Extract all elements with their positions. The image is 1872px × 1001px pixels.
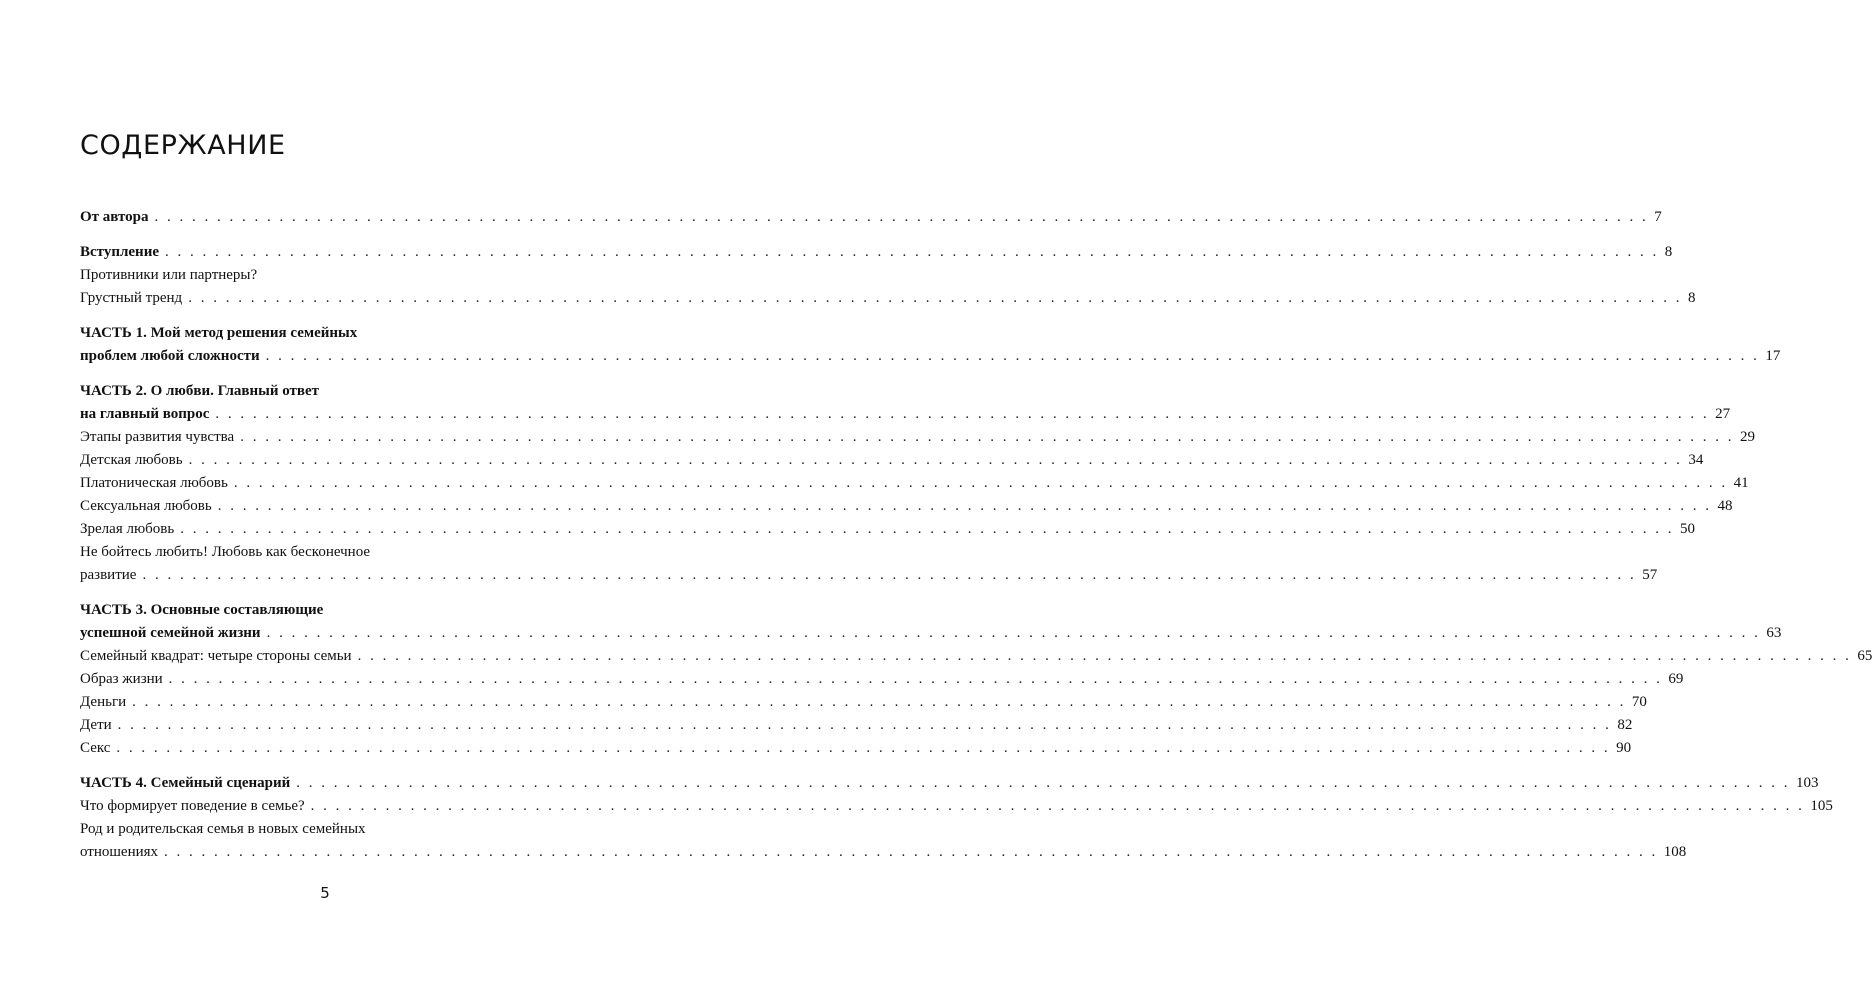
toc-entry <box>80 287 1696 310</box>
toc-entry-title: Противники или партнеры? <box>80 267 258 283</box>
toc-entry <box>80 380 1731 426</box>
toc-entry-line <box>80 645 1872 668</box>
toc-entry-title: ЧАСТЬ 2. О любви. Главный ответ <box>80 383 320 399</box>
toc-entry <box>80 599 1782 645</box>
toc-entry-title: Что формирует поведение в семье? <box>80 798 305 814</box>
dot-leader: . . . . . . . . . . . . . . . . . . . . . . . . . . . . . . . . . . . . . . . . . . . . . . . . . . . . . . . . . . . . . . . . . . . . . . . . . . . . . . . . . . . . . . . . . . . . . . . . . . . . . . . . . . . . . . . . . . . . . . . . <box>165 244 1659 260</box>
toc-entry-line <box>80 714 1633 737</box>
toc-entry <box>80 737 1632 760</box>
dot-leader: . . . . . . . . . . . . . . . . . . . . . . . . . . . . . . . . . . . . . . . . . . . . . . . . . . . . . . . . . . . . . . . . . . . . . . . . . . . . . . . . . . . . . . . . . . . . . . . . . . . . . . . . . . . . . . . . . . . . . . . . <box>215 406 1710 422</box>
toc-entry <box>80 645 1872 668</box>
toc-entry-line <box>80 287 1696 310</box>
toc-entry-title: Секс <box>80 740 111 756</box>
toc-entry-title: успешной семейной жизни <box>80 625 261 641</box>
toc-entry <box>80 264 513 287</box>
toc-entry <box>80 668 1684 691</box>
toc-entry-line <box>80 599 513 622</box>
toc-entry-title: развитие <box>80 567 137 583</box>
toc-entry-title: Не бойтесь любить! Любовь как бесконечное <box>80 544 371 560</box>
toc-entry-line <box>80 426 1755 449</box>
toc-page-number: 82 <box>1617 717 1633 733</box>
toc-entry-line <box>80 795 1833 818</box>
toc-page-number: 17 <box>1765 348 1781 364</box>
toc-entry-line <box>80 449 1704 472</box>
toc-entry-title: Сексуальная любовь <box>80 498 212 514</box>
toc-entry-line <box>80 241 1673 264</box>
toc-entry-title: проблем любой сложности <box>80 348 260 364</box>
toc-entry-title: на главный вопрос <box>80 406 210 422</box>
dot-leader: . . . . . . . . . . . . . . . . . . . . . . . . . . . . . . . . . . . . . . . . . . . . . . . . . . . . . . . . . . . . . . . . . . . . . . . . . . . . . . . . . . . . . . . . . . . . . . . . . . . . . . . . . . . . . . . . . . . . . . . . <box>188 290 1682 306</box>
dot-leader: . . . . . . . . . . . . . . . . . . . . . . . . . . . . . . . . . . . . . . . . . . . . . . . . . . . . . . . . . . . . . . . . . . . . . . . . . . . . . . . . . . . . . . . . . . . . . . . . . . . . . . . . . . . . . . . . . . . . . . . . <box>132 694 1626 710</box>
toc-page-number: 50 <box>1679 521 1695 537</box>
toc-entry-line <box>80 541 513 564</box>
toc-entry <box>80 322 1781 368</box>
toc-page-number: 29 <box>1739 429 1755 445</box>
toc-entry-line <box>80 518 1695 541</box>
toc-entry-line <box>80 322 513 345</box>
toc-entry-line <box>80 841 1687 864</box>
toc-page-number: 108 <box>1663 844 1687 860</box>
dot-leader: . . . . . . . . . . . . . . . . . . . . . . . . . . . . . . . . . . . . . . . . . . . . . . . . . . . . . . . . . . . . . . . . . . . . . . . . . . . . . . . . . . . . . . . . . . . . . . . . . . . . . . . . . . . . . . . . . . . . . . . . <box>116 740 1611 756</box>
toc-entry-title: Платоническая любовь <box>80 475 228 491</box>
toc-entry <box>80 472 1749 495</box>
toc-entry-line <box>80 668 1684 691</box>
toc-entry-title: отношениях <box>80 844 159 860</box>
toc-page-number: 65 <box>1857 648 1872 664</box>
toc-entry-title: Род и родительская семья в новых семейных <box>80 821 366 837</box>
toc-entry <box>80 772 1819 795</box>
dot-leader: . . . . . . . . . . . . . . . . . . . . . . . . . . . . . . . . . . . . . . . . . . . . . . . . . . . . . . . . . . . . . . . . . . . . . . . . . . . . . . . . . . . . . . . . . . . . . . . . . . . . . . . . . . . . . . . . . . . . . . . . <box>357 648 1852 664</box>
toc-entry <box>80 495 1733 518</box>
dot-leader: . . . . . . . . . . . . . . . . . . . . . . . . . . . . . . . . . . . . . . . . . . . . . . . . . . . . . . . . . . . . . . . . . . . . . . . . . . . . . . . . . . . . . . . . . . . . . . . . . . . . . . . . . . . . . . . . . . . . . . . . <box>266 625 1761 641</box>
toc-entry <box>80 241 1673 264</box>
page-title: СОДЕРЖАНИЕ <box>80 130 286 161</box>
dot-leader: . . . . . . . . . . . . . . . . . . . . . . . . . . . . . . . . . . . . . . . . . . . . . . . . . . . . . . . . . . . . . . . . . . . . . . . . . . . . . . . . . . . . . . . . . . . . . . . . . . . . . . . . . . . . . . . . . . . . . . . . <box>265 348 1760 364</box>
toc-page-number: 103 <box>1796 775 1819 791</box>
toc-entry-line <box>80 495 1733 518</box>
toc-entry-line <box>80 403 1731 426</box>
toc-page-number: 105 <box>1810 798 1833 814</box>
toc-entry-title: Зрелая любовь <box>80 521 175 537</box>
toc-entry-title: Семейный квадрат: четыре стороны семьи <box>80 648 352 664</box>
toc-entry-title: Образ жизни <box>80 671 163 687</box>
toc-entry-line <box>80 206 1662 229</box>
toc-page-number: 70 <box>1631 694 1647 710</box>
toc-entry-title: Деньги <box>80 694 127 710</box>
dot-leader: . . . . . . . . . . . . . . . . . . . . . . . . . . . . . . . . . . . . . . . . . . . . . . . . . . . . . . . . . . . . . . . . . . . . . . . . . . . . . . . . . . . . . . . . . . . . . . . . . . . . . . . . . . . . . . . . . . . . . . . . <box>117 717 1612 733</box>
toc-page-number: 27 <box>1715 406 1731 422</box>
toc-entry <box>80 795 1833 818</box>
toc-page-number: 57 <box>1642 567 1658 583</box>
toc-entry-title: Дети <box>80 717 112 733</box>
toc-entry <box>80 541 1658 587</box>
toc-entry-title: Грустный тренд <box>80 290 183 306</box>
toc-entry-line <box>80 772 1819 795</box>
page-number: 5 <box>320 884 330 902</box>
toc-entry <box>80 449 1704 472</box>
toc-page-number: 34 <box>1688 452 1704 468</box>
toc-entry-title: От автора <box>80 209 149 225</box>
dot-leader: . . . . . . . . . . . . . . . . . . . . . . . . . . . . . . . . . . . . . . . . . . . . . . . . . . . . . . . . . . . . . . . . . . . . . . . . . . . . . . . . . . . . . . . . . . . . . . . . . . . . . . . . . . . . . . . . . . . . . . . . <box>296 775 1791 791</box>
toc-page-number: 8 <box>1664 244 1673 260</box>
dot-leader: . . . . . . . . . . . . . . . . . . . . . . . . . . . . . . . . . . . . . . . . . . . . . . . . . . . . . . . . . . . . . . . . . . . . . . . . . . . . . . . . . . . . . . . . . . . . . . . . . . . . . . . . . . . . . . . . . . . . . . . . <box>310 798 1805 814</box>
toc-entry-title: ЧАСТЬ 4. Семейный сценарий <box>80 775 291 791</box>
toc-entry-title: Вступление <box>80 244 159 260</box>
toc-entry-line <box>80 564 1658 587</box>
toc-entry-line <box>80 691 1647 714</box>
toc-entry-title: ЧАСТЬ 3. Основные составляющие <box>80 602 324 618</box>
toc-entry <box>80 691 1647 714</box>
toc-page-number: 8 <box>1687 290 1696 306</box>
toc-entry <box>80 206 1662 229</box>
dot-leader: . . . . . . . . . . . . . . . . . . . . . . . . . . . . . . . . . . . . . . . . . . . . . . . . . . . . . . . . . . . . . . . . . . . . . . . . . . . . . . . . . . . . . . . . . . . . . . . . . . . . . . . . . . . . . . . . . . . . . . . . <box>188 452 1683 468</box>
toc-entry <box>80 518 1695 541</box>
dot-leader: . . . . . . . . . . . . . . . . . . . . . . . . . . . . . . . . . . . . . . . . . . . . . . . . . . . . . . . . . . . . . . . . . . . . . . . . . . . . . . . . . . . . . . . . . . . . . . . . . . . . . . . . . . . . . . . . . . . . . . . . <box>233 475 1728 491</box>
toc-entry-line <box>80 345 1781 368</box>
dot-leader: . . . . . . . . . . . . . . . . . . . . . . . . . . . . . . . . . . . . . . . . . . . . . . . . . . . . . . . . . . . . . . . . . . . . . . . . . . . . . . . . . . . . . . . . . . . . . . . . . . . . . . . . . . . . . . . . . . . . . . . . <box>164 844 1658 860</box>
toc-entry-line <box>80 264 513 287</box>
toc-page-number: 41 <box>1733 475 1749 491</box>
toc-entry-title: Этапы развития чувства <box>80 429 235 445</box>
dot-leader: . . . . . . . . . . . . . . . . . . . . . . . . . . . . . . . . . . . . . . . . . . . . . . . . . . . . . . . . . . . . . . . . . . . . . . . . . . . . . . . . . . . . . . . . . . . . . . . . . . . . . . . . . . . . . . . . . . . . . . . . <box>217 498 1712 514</box>
toc-entry-line <box>80 737 1632 760</box>
toc-entry-line <box>80 818 513 841</box>
toc-page-number: 48 <box>1717 498 1733 514</box>
dot-leader: . . . . . . . . . . . . . . . . . . . . . . . . . . . . . . . . . . . . . . . . . . . . . . . . . . . . . . . . . . . . . . . . . . . . . . . . . . . . . . . . . . . . . . . . . . . . . . . . . . . . . . . . . . . . . . . . . . . . . . . . <box>154 209 1649 225</box>
table-of-contents <box>80 206 1872 864</box>
toc-entry-title: ЧАСТЬ 1. Мой метод решения семейных <box>80 325 358 341</box>
toc-entry-line <box>80 380 513 403</box>
toc-entry <box>80 426 1755 449</box>
dot-leader: . . . . . . . . . . . . . . . . . . . . . . . . . . . . . . . . . . . . . . . . . . . . . . . . . . . . . . . . . . . . . . . . . . . . . . . . . . . . . . . . . . . . . . . . . . . . . . . . . . . . . . . . . . . . . . . . . . . . . . . . <box>168 671 1663 687</box>
toc-page-number: 90 <box>1616 740 1632 756</box>
dot-leader: . . . . . . . . . . . . . . . . . . . . . . . . . . . . . . . . . . . . . . . . . . . . . . . . . . . . . . . . . . . . . . . . . . . . . . . . . . . . . . . . . . . . . . . . . . . . . . . . . . . . . . . . . . . . . . . . . . . . . . . . <box>180 521 1674 537</box>
toc-entry-line <box>80 472 1749 495</box>
toc-page-number: 69 <box>1668 671 1684 687</box>
dot-leader: . . . . . . . . . . . . . . . . . . . . . . . . . . . . . . . . . . . . . . . . . . . . . . . . . . . . . . . . . . . . . . . . . . . . . . . . . . . . . . . . . . . . . . . . . . . . . . . . . . . . . . . . . . . . . . . . . . . . . . . . <box>240 429 1734 445</box>
dot-leader: . . . . . . . . . . . . . . . . . . . . . . . . . . . . . . . . . . . . . . . . . . . . . . . . . . . . . . . . . . . . . . . . . . . . . . . . . . . . . . . . . . . . . . . . . . . . . . . . . . . . . . . . . . . . . . . . . . . . . . . . <box>142 567 1637 583</box>
toc-entry-line <box>80 622 1782 645</box>
toc-entry <box>80 714 1633 737</box>
toc-page-number: 7 <box>1654 209 1662 225</box>
toc-page-number: 63 <box>1766 625 1782 641</box>
toc-entry <box>80 818 1687 864</box>
toc-entry-title: Детская любовь <box>80 452 183 468</box>
